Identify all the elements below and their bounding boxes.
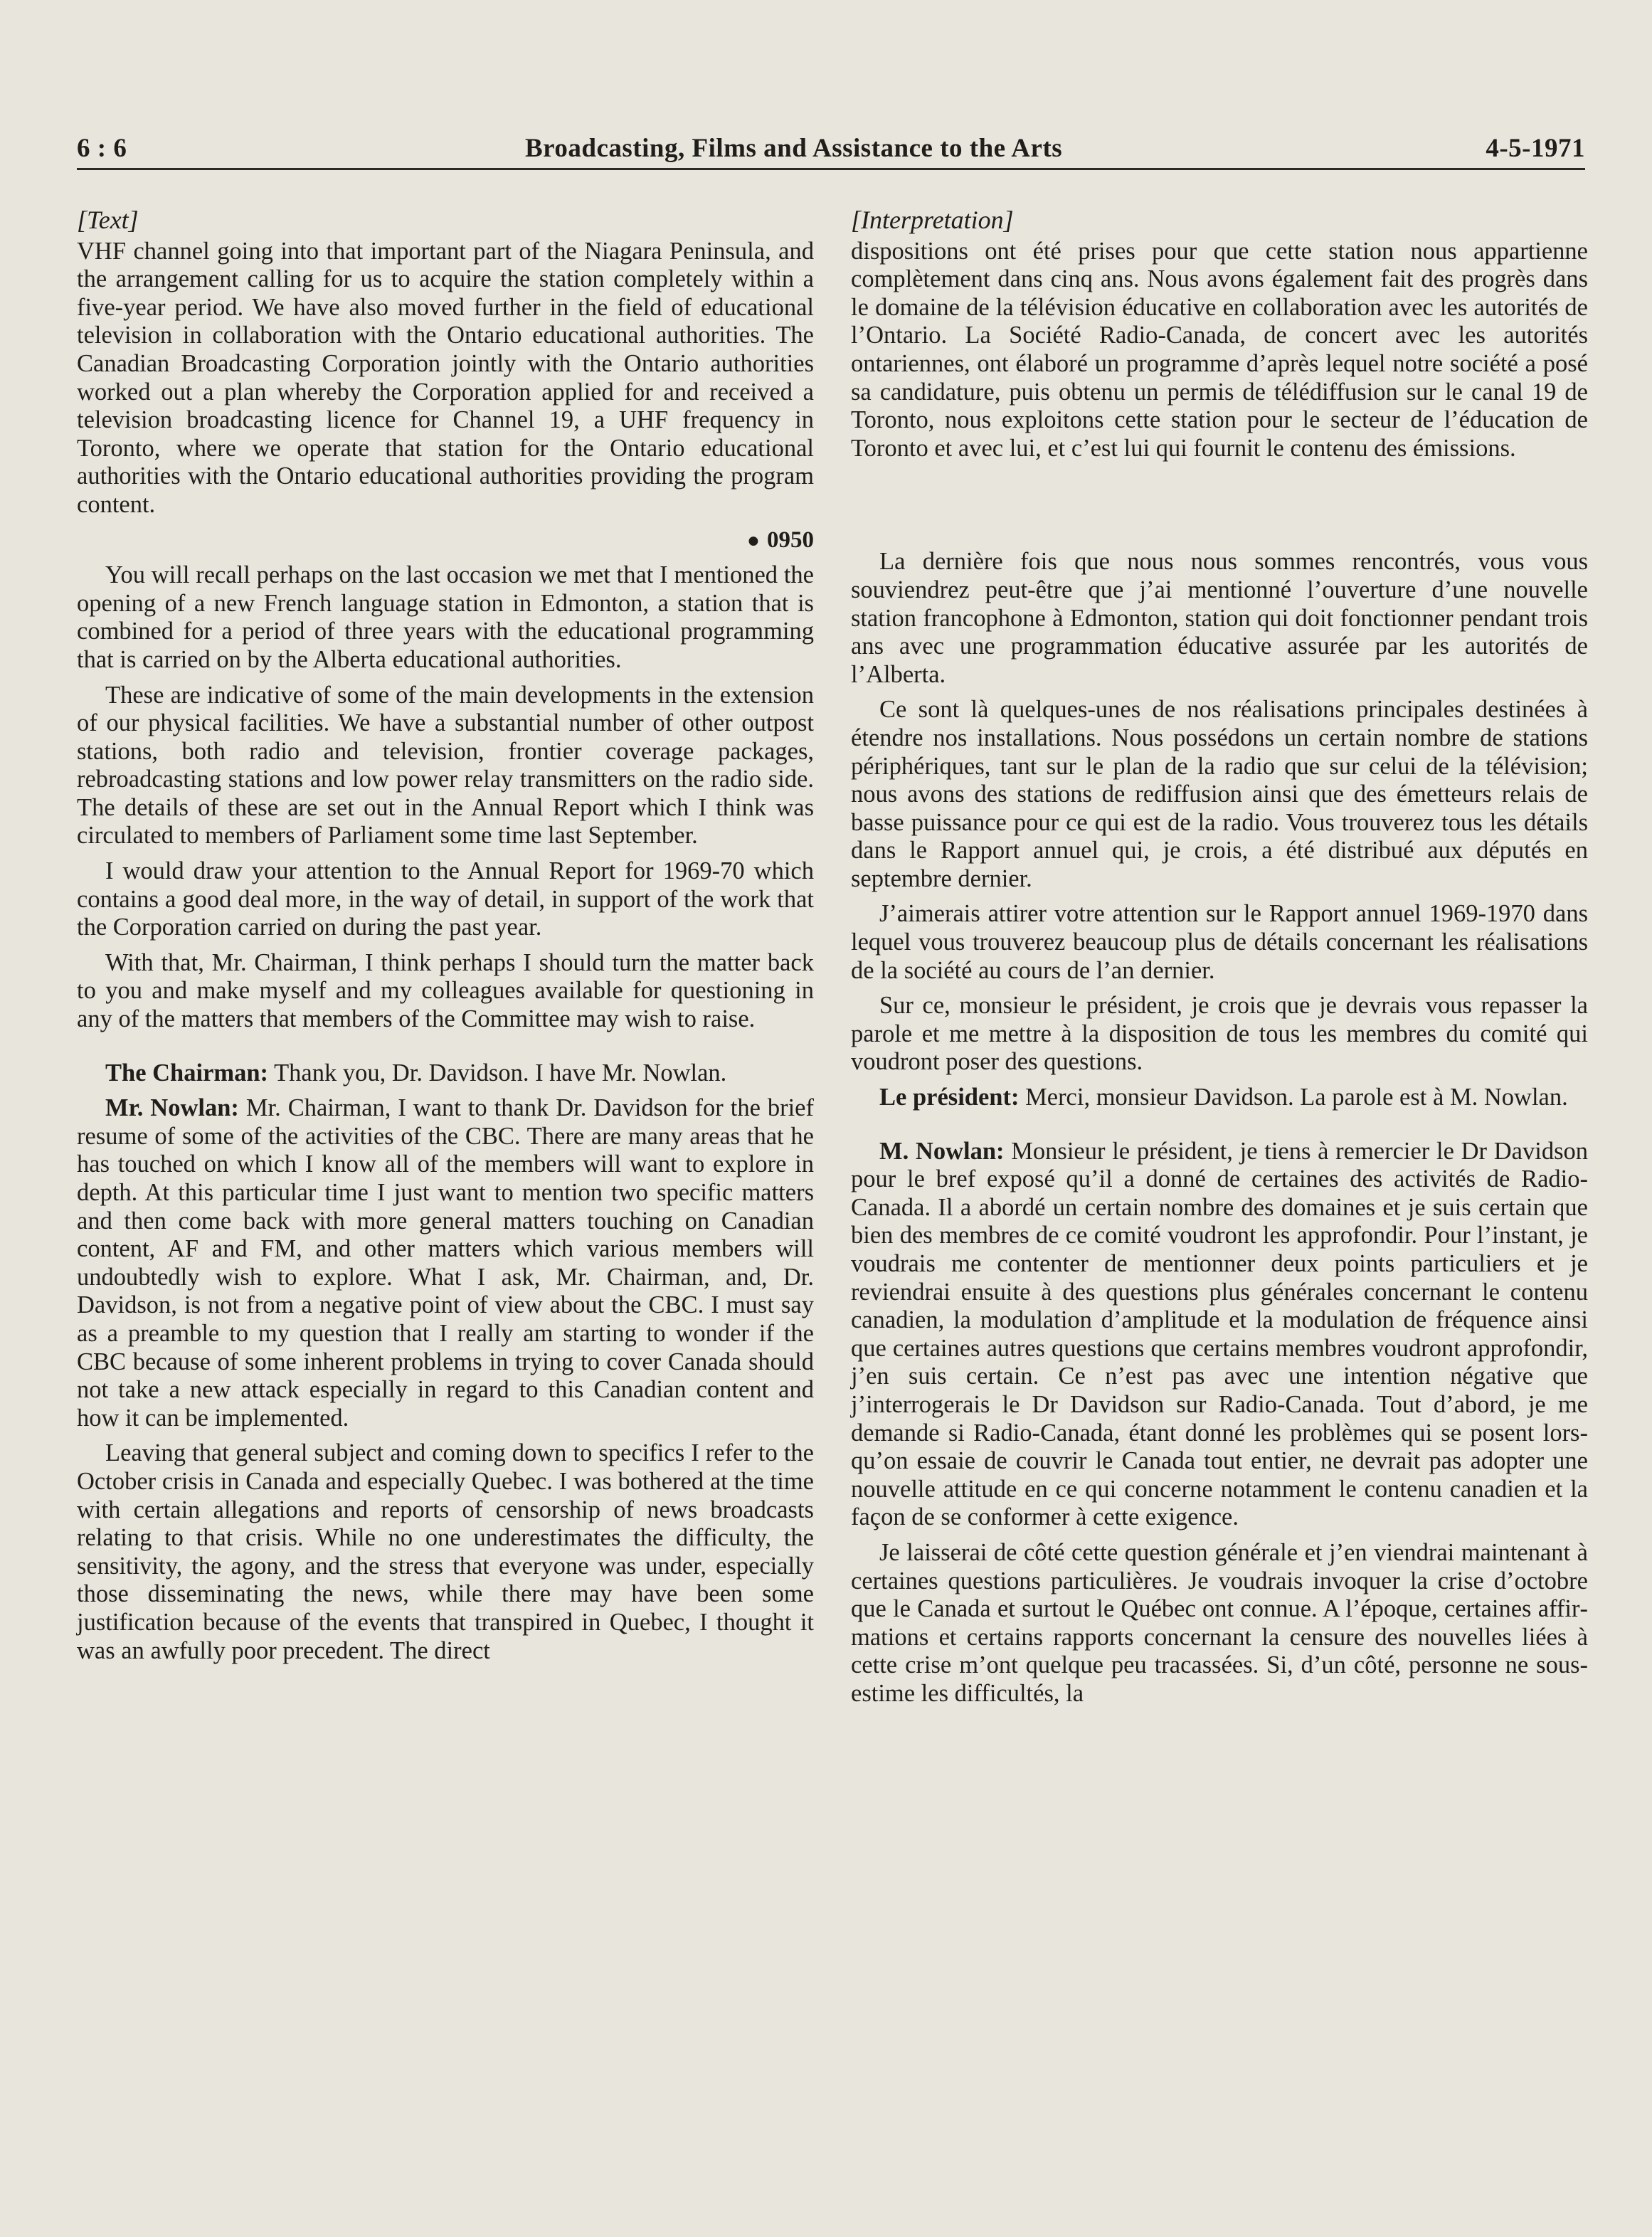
french-column (851, 206, 1588, 1715)
speech-text: Monsieur le président, je tiens à remercier le Dr Davidson pour le bref exposé qu’il a donné de certaines des activités de Radio-Canada. Il a abordé un certain nombre des domaines et je suis certain que bien des membres de ce comité voudront les approfondir. Pour l’instant, je voudrais me contenter de mentionner deux points particuliers et je reviendrai ensuite à des questions plus générales concernant le contenu canadien, la modulation d’amplitude et la modulation de fréquence ainsi que certaines autres questions que certains membres voudront approfondir, j’en suis certain. Ce n’est pas avec une intention négative que j’interrogerais le Dr Davidson sur Radio-Canada. Tout d’abord, je me demande si Radio-Canada, étant donné les problèmes qui se posent lorsqu’on essaie de couvrir le Canada tout entier, ne devrait pas adopter une nouvelle attitude en ce qui concerne notamment le contenu canadien et la façon de se conformer à cette exigence. (851, 1137, 1589, 1531)
paragraph: La dernière fois que nous nous sommes rencontrés, vous vous souviendrez peut-être que j’ai mentionné l’ouverture d’une nouvelle station francophone à Edmonton, station qui doit fonctionner pendant trois ans avec une programmation éducative assurée par les autorités de l’Alberta. (851, 548, 1588, 688)
page-header (77, 125, 1585, 170)
time-marker (77, 527, 814, 555)
english-column (77, 206, 814, 1672)
speaker-paragraph (77, 1094, 814, 1432)
paragraph: dispositions ont été prises pour que cette station nous appartienne complètement dans cinq ans. Nous avons également fait des progrès dans le domaine de la télévision éducative en collaboration avec les autorités de l’Ontario. La Société Radio-Canada, de concert avec les autorités ontariennes, ont élaboré un programme d’après lequel notre société a posé sa candidature, puis obtenu un permis de télédiffusion sur le canal 19 de Toronto, nous exploitons cette station pour le secteur de l’éducation de Toronto et avec lui, et c’est lui qui fournit le contenu des émissions. (851, 237, 1588, 462)
paragraph: With that, Mr. Chairman, I think perhaps I should turn the matter back to you and make myself and my colleagues available for questioning in any of the matters that members of the Committee may wish to raise. (77, 948, 814, 1033)
paragraph: I would draw your attention to the Annual Report for 1969-70 which contains a good deal more, in the way of detail, in support of the work that the Corporation carried on during the past year. (77, 857, 814, 941)
paragraph: Sur ce, monsieur le président, je crois que je devrais vous repasser la parole et me mettre à la disposition de tous les membres du comité qui voudront poser des questions. (851, 992, 1588, 1076)
speech-text: Merci, monsieur Davidson. La parole est à M. Nowlan. (1019, 1084, 1568, 1111)
paragraph: VHF channel going into that important part of the Niagara Peninsula, and the arrangement calling for us to acquire the station completely within a five-year period. We have also moved further in the field of educational television in collaboration with the Ontario educational authorities. The Canadian Broadcasting Corporation jointly with the Ontario authorities worked out a plan whereby the Corporation applied for and received a television broadcasting licence for Channel 19, a UHF frequency in Toronto, where we operate that station for the Ontario educational authorities with the Ontario educational authorities providing the program content. (77, 237, 814, 518)
column-label: [Text] (77, 206, 139, 234)
paragraph: Leaving that general subject and coming down to specifics I refer to the October crisis in Canada and especially Quebec. I was bothered at the time with certain allegations and reports of censorship of news broadcasts relating to that crisis. While no one underestimates the difficulty, the sensitivity, the agony, and the stress that everyone was under, especially those disseminating the news, while there may have been some justification because of the events that transpired in Quebec, I thought it was an awfully poor precedent. The direct (77, 1439, 814, 1664)
speaker-paragraph (77, 1059, 814, 1088)
speaker-paragraph (851, 1084, 1588, 1112)
speaker-name: M. Nowlan: (879, 1137, 1005, 1165)
page-number: 6 : 6 (77, 134, 127, 163)
speaker-name: The Chairman: (105, 1059, 269, 1086)
speech-text: Mr. Chairman, I want to thank Dr. Davidson for the brief resume of some of the activities of the CBC. There are many areas that he has touched on which I know all of the members will want to explore in depth. At this particular time I just want to mention two specific matters and then come back with more general matters touching on Canadian content, AF and FM, and other matters which various members will undoubtedly wish to explore. What I ask, Mr. Chairman, and, Dr. Davidson, is not from a negative point of view about the CBC. I must say as a preamble to my question that I really am starting to wonder if the CBC because of some inherent problems in trying to cover Canada should not take a new attack especially in regard to this Canadian content and how it can be implemented. (77, 1094, 814, 1432)
bullet-icon: ● (746, 528, 760, 552)
page-date: 4-5-1971 (1486, 134, 1585, 163)
speaker-name: Le président: (879, 1084, 1020, 1111)
paragraph: Ce sont là quelques-unes de nos réalisations principales destinées à étendre nos installations. Nous possédons un certain nombre de stations périphériques, tant sur le plan de la radio que sur celui de la télévision; nous avons des stations de rediffusion ainsi que des émetteurs relais de basse puissance pour ce qui est de la radio. Vous trouverez tous les détails dans le Rapport annuel qui, je crois, a été distribué aux députés en septembre dernier. (851, 696, 1588, 892)
paragraph: J’aimerais attirer votre attention sur le Rapport annuel 1969-1970 dans lequel vous trouverez beaucoup plus de détails concernant les réalisations de la société au cours de l’an dernier. (851, 900, 1588, 984)
paragraph: You will recall perhaps on the last occasion we met that I mentioned the opening of a new French language station in Edmonton, a station that is combined for a period of three years with the educational programming that is carried on by the Alberta educational authorities. (77, 561, 814, 673)
speaker-paragraph (851, 1138, 1588, 1532)
paragraph: Je laisserai de côté cette question générale et j’en viendrai maintenant à certaines questions particulières. Je voudrais invoquer la crise d’octobre que le Canada et surtout le Québec ont connue. A l’époque, certaines affirmations et certains rapports concernant la censure des nouvelles liées à cette crise m’ont quelque peu tracassées. Si, d’un côté, personne ne sous-estime les difficultés, la (851, 1538, 1588, 1707)
speaker-name: Mr. Nowlan: (105, 1094, 239, 1122)
paragraph: These are indicative of some of the main developments in the extension of our physical facilities. We have a substantial number of other outpost stations, both radio and television, frontier coverage packages, rebroadcasting stations and low power relay transmitters on the radio side. The details of these are set out in the Annual Report which I think was circulated to members of Parliament some time last September. (77, 681, 814, 850)
speech-text: Thank you, Dr. Davidson. I have Mr. Nowlan. (268, 1059, 727, 1086)
time-marker-label: 0950 (767, 527, 814, 553)
column-label: [Interpretation] (851, 206, 1014, 234)
running-title: Broadcasting, Films and Assistance to the Arts (525, 134, 1063, 163)
